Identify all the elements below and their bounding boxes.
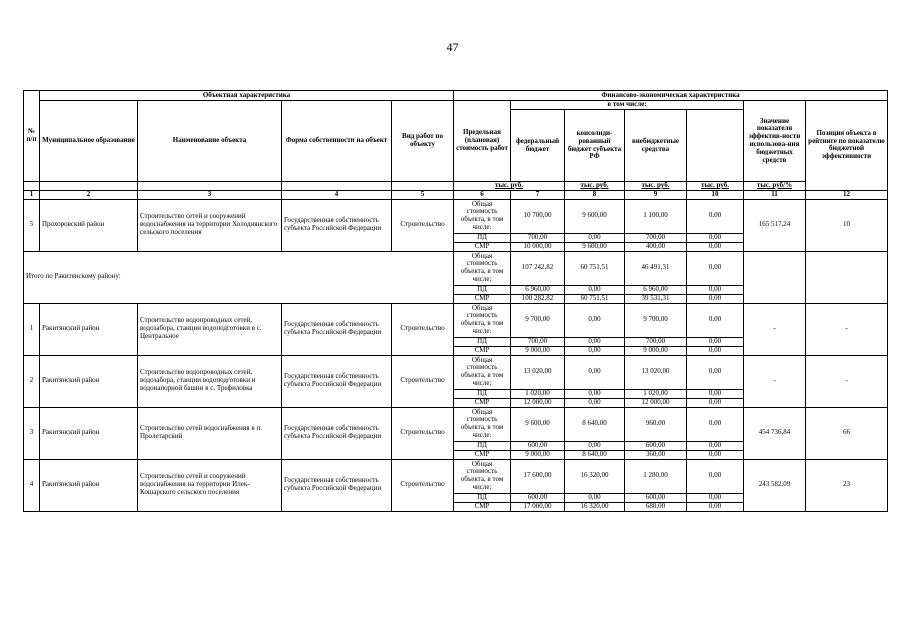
municipality-cell: Ракитянский район — [40, 303, 138, 355]
row-type-label: СМР — [454, 294, 511, 303]
value-cell: 600,00 — [625, 493, 687, 502]
row-type-label: Общая стоимость объекта, в том числе: — [454, 355, 511, 389]
value-cell: 400,00 — [625, 242, 687, 251]
value-cell: 360,00 — [625, 450, 687, 459]
unit-efficiency: тыс. руб/% — [744, 182, 806, 191]
row-number: 3 — [24, 407, 40, 459]
efficiency-cell: 165 517,24 — [744, 199, 806, 251]
header-object-name: Наименование объекта — [138, 101, 282, 182]
efficiency-cell: 243 582,09 — [744, 459, 806, 511]
value-cell: 0,00 — [565, 441, 625, 450]
ownership-cell: Государственная собственность субъекта Российской Федерации — [282, 303, 392, 355]
value-cell: 16 320,00 — [565, 459, 625, 493]
header-consolidated: консолиди-рованный бюджет субъекта РФ — [565, 110, 625, 182]
table-row — [24, 199, 888, 233]
work-type-cell: Строительство — [392, 199, 454, 251]
value-cell: 1 100,00 — [625, 199, 687, 233]
row-number: 4 — [24, 459, 40, 511]
municipality-cell: Ракитянский район — [40, 459, 138, 511]
table-body — [24, 91, 888, 512]
col-number: 4 — [282, 190, 392, 199]
value-cell: 0,00 — [687, 346, 744, 355]
value-cell: 0,00 — [687, 407, 744, 441]
value-cell: 0,00 — [687, 337, 744, 346]
ownership-cell: Государственная собственность субъекта Российской Федерации — [282, 459, 392, 511]
value-cell: 0,00 — [565, 303, 625, 337]
value-cell: 60 751,51 — [565, 251, 625, 285]
value-cell: 0,00 — [565, 493, 625, 502]
subtotal-label: Итого по Ракитянскому району: — [24, 251, 454, 303]
value-cell: 0,00 — [565, 389, 625, 398]
header-federal: федеральный бюджет — [511, 110, 565, 182]
value-cell: 0,00 — [565, 355, 625, 389]
value-cell: 9 700,00 — [511, 303, 565, 337]
value-cell: 0,00 — [687, 251, 744, 285]
municipality-cell: Ракитянский район — [40, 407, 138, 459]
ownership-cell: Государственная собственность субъекта Российской Федерации — [282, 355, 392, 407]
row-type-label: ПД — [454, 493, 511, 502]
value-cell: 16 320,00 — [565, 502, 625, 511]
unit-cost: тыс. руб. — [454, 182, 565, 191]
object-name-cell: Строительство водопроводных сетей, водозабора, станции водоподготовки и водонапорной башни в с. Трефиловка — [138, 355, 282, 407]
value-cell: 17 000,00 — [511, 502, 565, 511]
header-rank: Позиция объекта в рейтинге по показателю бюджетной эффективности — [806, 101, 888, 191]
value-cell: 0,00 — [565, 337, 625, 346]
value-cell: 6 960,00 — [511, 285, 565, 294]
value-cell: 46 491,31 — [625, 251, 687, 285]
row-type-label: Общая стоимость объекта, в том числе: — [454, 303, 511, 337]
value-cell: 680,00 — [625, 502, 687, 511]
object-name-cell: Строительство сетей и сооружений водоснабжения на территории Холоднянского сельского поселения — [138, 199, 282, 251]
work-type-cell: Строительство — [392, 303, 454, 355]
table-row — [24, 303, 888, 337]
col-number: 6 — [454, 190, 511, 199]
header-municipality: Муниципальное образование — [40, 101, 138, 182]
row-type-label: СМР — [454, 346, 511, 355]
col-number: 12 — [806, 190, 888, 199]
row-number: 1 — [24, 303, 40, 355]
value-cell: 1 280,00 — [625, 459, 687, 493]
value-cell: 8 640,00 — [565, 407, 625, 441]
value-cell: 39 531,31 — [625, 294, 687, 303]
value-cell: 6 960,00 — [625, 285, 687, 294]
value-cell: 0,00 — [565, 285, 625, 294]
value-cell: 0,00 — [687, 398, 744, 407]
row-type-label: ПД — [454, 389, 511, 398]
value-cell: 0,00 — [687, 242, 744, 251]
value-cell: 0,00 — [687, 502, 744, 511]
header-work-type: Вид работ по объекту — [392, 101, 454, 182]
work-type-cell: Строительство — [392, 459, 454, 511]
col-number: 3 — [138, 190, 282, 199]
projects-table — [23, 90, 888, 512]
rank-cell: 10 — [806, 199, 888, 251]
header-cost: Предельная (плановая) стоимость работ — [454, 101, 511, 182]
value-cell: 12 000,00 — [625, 398, 687, 407]
row-type-label: Общая стоимость объекта, в том числе: — [454, 459, 511, 493]
column-numbers-row — [24, 190, 888, 199]
value-cell: 0,00 — [687, 441, 744, 450]
value-cell: 0,00 — [687, 233, 744, 242]
table-row — [24, 355, 888, 389]
efficiency-cell: - — [744, 303, 806, 355]
value-cell: 12 000,00 — [511, 398, 565, 407]
col-number: 5 — [392, 190, 454, 199]
value-cell: 0,00 — [687, 294, 744, 303]
municipality-cell: Ракитянский район — [40, 355, 138, 407]
table-row — [24, 459, 888, 493]
col-number: 9 — [625, 190, 687, 199]
value-cell: 700,00 — [511, 337, 565, 346]
header-efficiency: Значение показателя эффектив-ности использова-ния бюджетных средств — [744, 101, 806, 182]
row-number: 5 — [24, 199, 40, 251]
rank-cell — [806, 251, 888, 303]
header-num: № п/п — [24, 91, 40, 182]
value-cell: 9 600,00 — [511, 407, 565, 441]
value-cell: 0,00 — [687, 199, 744, 233]
value-cell: 0,00 — [687, 459, 744, 493]
value-cell: 0,00 — [565, 346, 625, 355]
value-cell: 17 600,00 — [511, 459, 565, 493]
header-incl: в том числе: — [511, 101, 744, 110]
value-cell: 10 700,00 — [511, 199, 565, 233]
value-cell: 0,00 — [687, 285, 744, 294]
col-number: 8 — [565, 190, 625, 199]
efficiency-cell: 454 736,84 — [744, 407, 806, 459]
row-type-label: СМР — [454, 398, 511, 407]
unit-federal: тыс. руб. — [565, 182, 625, 191]
value-cell: 9 600,00 — [565, 242, 625, 251]
value-cell: 0,00 — [687, 355, 744, 389]
municipality-cell: Прохоровский район — [40, 199, 138, 251]
value-cell: 1 020,00 — [625, 389, 687, 398]
value-cell: 10 000,00 — [511, 242, 565, 251]
col-number: 11 — [744, 190, 806, 199]
row-type-label: СМР — [454, 242, 511, 251]
value-cell: 600,00 — [511, 441, 565, 450]
object-name-cell: Строительство сетей водоснабжения в п. Пролетарский — [138, 407, 282, 459]
value-cell: 13 020,00 — [511, 355, 565, 389]
header-ownership: Форма собственности на объект — [282, 101, 392, 182]
value-cell: 100 282,82 — [511, 294, 565, 303]
unit-consolidated: тыс. руб. — [625, 182, 687, 191]
unit-offbudget: тыс. руб. — [687, 182, 744, 191]
row-type-label: Общая стоимость объекта, в том числе: — [454, 407, 511, 441]
row-type-label: Общая стоимость объекта, в том числе: — [454, 199, 511, 233]
row-type-label: ПД — [454, 233, 511, 242]
work-type-cell: Строительство — [392, 407, 454, 459]
value-cell: 700,00 — [625, 337, 687, 346]
value-cell: 60 751,51 — [565, 294, 625, 303]
value-cell: 0,00 — [565, 398, 625, 407]
value-cell: 9 000,00 — [511, 346, 565, 355]
row-type-label: СМР — [454, 502, 511, 511]
value-cell: 700,00 — [625, 233, 687, 242]
value-cell: 107 242,82 — [511, 251, 565, 285]
value-cell: 9 700,00 — [625, 303, 687, 337]
value-cell: 1 020,00 — [511, 389, 565, 398]
value-cell: 0,00 — [687, 389, 744, 398]
value-cell: 0,00 — [687, 493, 744, 502]
efficiency-cell — [744, 251, 806, 303]
col-number: 7 — [511, 190, 565, 199]
value-cell: 0,00 — [687, 303, 744, 337]
work-type-cell: Строительство — [392, 355, 454, 407]
subtotal-row — [24, 251, 888, 285]
header-finance-group: Финансово-экономическая характеристика — [454, 91, 888, 101]
value-cell: 600,00 — [511, 493, 565, 502]
page-number: 47 — [446, 40, 459, 54]
col-number: 10 — [687, 190, 744, 199]
object-name-cell: Строительство сетей и сооружений водоснабжения на территории Илек-Кошарского сельского поселения — [138, 459, 282, 511]
value-cell: 13 020,00 — [625, 355, 687, 389]
rank-cell: 66 — [806, 407, 888, 459]
efficiency-cell: - — [744, 355, 806, 407]
object-name-cell: Строительство водопроводных сетей, водозабора, станции водоподготовки в с. Центральное — [138, 303, 282, 355]
value-cell: 700,00 — [511, 233, 565, 242]
value-cell: 9 600,00 — [565, 199, 625, 233]
row-type-label: ПД — [454, 337, 511, 346]
ownership-cell: Государственная собственность субъекта Российской Федерации — [282, 407, 392, 459]
ownership-cell: Государственная собственность субъекта Российской Федерации — [282, 199, 392, 251]
rank-cell: 23 — [806, 459, 888, 511]
value-cell: 960,00 — [625, 407, 687, 441]
col-number: 1 — [24, 190, 40, 199]
row-type-label: Общая стоимость объекта, в том числе: — [454, 251, 511, 285]
row-number: 2 — [24, 355, 40, 407]
value-cell: 9 000,00 — [625, 346, 687, 355]
value-cell: 8 640,00 — [565, 450, 625, 459]
row-type-label: ПД — [454, 441, 511, 450]
value-cell: 9 000,00 — [511, 450, 565, 459]
value-cell: 600,00 — [625, 441, 687, 450]
header-object-group: Объектная характеристика — [40, 91, 454, 101]
col-number: 2 — [40, 190, 138, 199]
header-offbudget: внебюджетные средства — [625, 110, 687, 182]
row-type-label: ПД — [454, 285, 511, 294]
value-cell: 0,00 — [687, 450, 744, 459]
row-type-label: СМР — [454, 450, 511, 459]
rank-cell: - — [806, 303, 888, 355]
rank-cell: - — [806, 355, 888, 407]
value-cell: 0,00 — [565, 233, 625, 242]
table-row — [24, 407, 888, 441]
